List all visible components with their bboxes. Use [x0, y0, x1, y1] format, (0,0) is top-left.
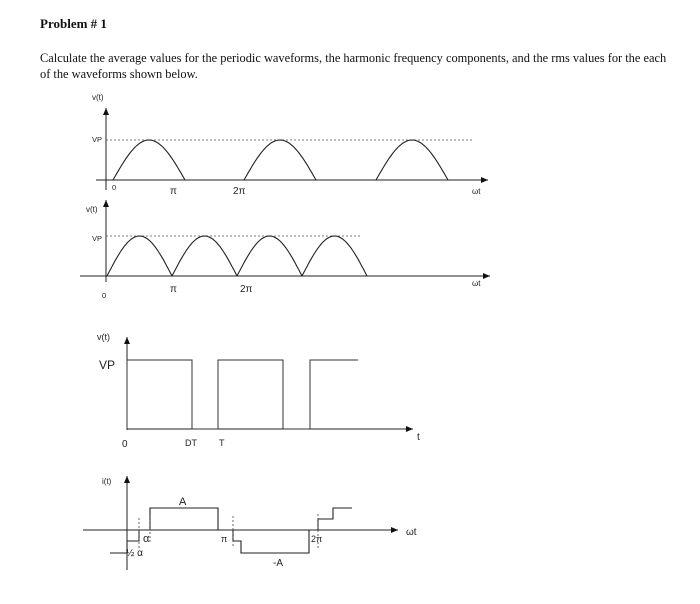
fig4-tick-pi: π: [221, 534, 228, 544]
fig2-origin: 0: [102, 291, 107, 300]
fig1-origin: 0: [112, 183, 117, 192]
fig3-x-label: t: [417, 432, 420, 443]
fig3-tick-dt: DT: [185, 438, 197, 448]
fig4-amp-pos: A: [179, 496, 187, 508]
fig2-tick-pi: π: [170, 284, 177, 295]
fig2-y-label: v(t): [86, 205, 98, 214]
fig1-tick-pi: π: [170, 186, 177, 197]
fig3-origin: 0: [122, 439, 128, 450]
fig3-y-label: v(t): [97, 332, 110, 342]
fig2-waveform: [107, 236, 367, 276]
fig2-x-label: ωt: [472, 279, 481, 288]
fig4-amp-neg: -A: [273, 558, 283, 569]
fig1-tick-2pi: 2π: [233, 186, 246, 197]
fig4-waveform: [110, 508, 352, 553]
fig2-tick-2pi: 2π: [240, 284, 253, 295]
fig4-half-alpha-label: ½ α: [126, 548, 143, 559]
figure-half-wave: [92, 93, 488, 197]
problem-title: Problem # 1: [40, 16, 107, 31]
fig3-waveform: [127, 360, 358, 429]
fig4-tick-2pi: 2π: [311, 534, 323, 544]
fig3-amp-label: VP: [99, 358, 116, 372]
figure-full-wave: [80, 200, 490, 300]
fig1-waveform: [113, 140, 448, 180]
fig4-x-label: ωt: [406, 527, 417, 538]
problem-text: Calculate the average values for the periodic waveforms, the harmonic frequency components, and the rms values for the each of the waveforms shown below.: [40, 51, 667, 81]
fig3-tick-t: T: [219, 438, 225, 448]
fig4-y-label: i(t): [102, 477, 112, 486]
figure-quasi-square: [83, 476, 417, 570]
figure-pulse-train: [97, 332, 420, 450]
fig1-y-label: v(t): [92, 93, 104, 102]
fig1-amp-label: VP: [92, 135, 103, 144]
fig4-alpha-label: α: [143, 533, 150, 545]
fig1-x-label: ωt: [472, 187, 481, 196]
fig2-amp-label: VP: [92, 234, 103, 243]
